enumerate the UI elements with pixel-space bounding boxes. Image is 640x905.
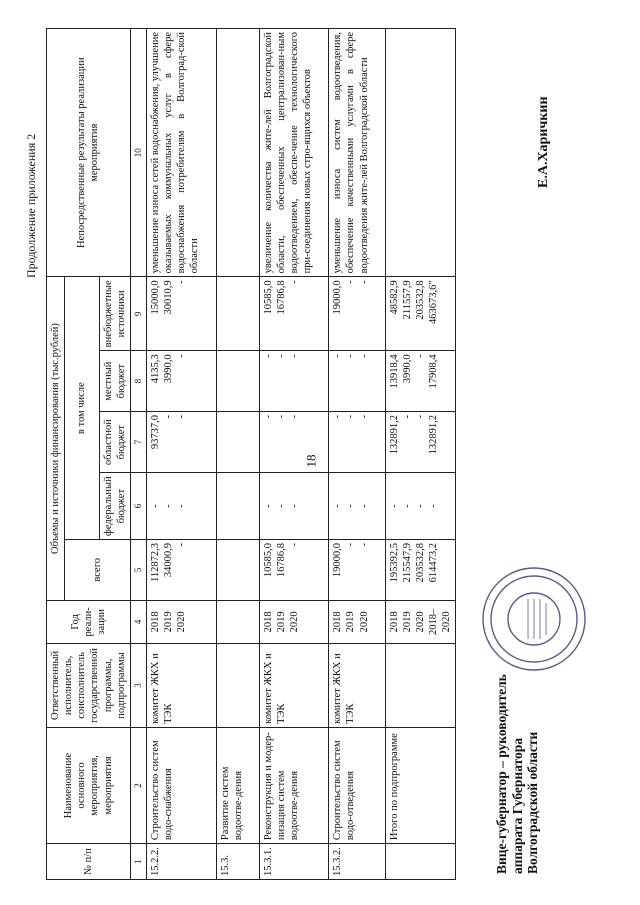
cell-value: - bbox=[345, 504, 357, 508]
cell-value: 2018 bbox=[262, 611, 274, 633]
cell-value: 614473,2 bbox=[428, 542, 439, 583]
row-federal bbox=[147, 473, 217, 540]
row-local bbox=[216, 351, 259, 412]
cell-value: 93737,0 bbox=[150, 415, 161, 450]
row-regional bbox=[216, 412, 259, 473]
cell-value: 4135,3 bbox=[150, 354, 161, 384]
signer-name: Е.А.Харичкин bbox=[536, 96, 551, 188]
cell-value: 48582,9 bbox=[388, 280, 400, 315]
cell-value: 132891,2 bbox=[388, 415, 400, 455]
cell-value: 10585,0 bbox=[262, 542, 274, 578]
row-total bbox=[147, 539, 217, 600]
row-local bbox=[329, 351, 385, 412]
row-extrabudget bbox=[147, 277, 217, 351]
cell-value: - bbox=[176, 542, 188, 547]
row-number: 15.3.2. bbox=[329, 844, 385, 880]
row-years bbox=[259, 600, 329, 643]
column-number: 4 bbox=[130, 600, 146, 643]
row-name: Строительство систем водо-отведения bbox=[329, 727, 385, 843]
cell-value: - bbox=[358, 504, 370, 508]
cell-value: - bbox=[176, 504, 188, 508]
row-federal bbox=[259, 473, 329, 540]
row-total bbox=[329, 539, 385, 600]
header-including: в том числе bbox=[65, 277, 99, 540]
row-regional bbox=[329, 412, 385, 473]
cell-value: - bbox=[358, 415, 370, 419]
column-number: 3 bbox=[130, 644, 146, 728]
row-responsible: комитет ЖКХ и ТЭК bbox=[147, 644, 217, 728]
column-number: 8 bbox=[130, 351, 146, 412]
cell-value: 2019 bbox=[275, 611, 287, 633]
header-num: № п/п bbox=[47, 844, 131, 880]
signer-line: аппарата Губернатора bbox=[509, 737, 525, 874]
signer-position bbox=[494, 674, 541, 874]
row-responsible bbox=[385, 644, 456, 728]
row-name: Итого по подпрограмме bbox=[385, 727, 456, 843]
table-row bbox=[385, 29, 456, 880]
cell-value: 19000,0 bbox=[332, 280, 344, 315]
cell-value: - bbox=[275, 415, 287, 419]
cell-value: 2019 bbox=[401, 611, 413, 633]
column-number: 9 bbox=[130, 277, 146, 351]
row-federal bbox=[216, 473, 259, 540]
cell-value: - bbox=[289, 354, 300, 358]
cell-value: - bbox=[289, 504, 300, 508]
cell-value: - bbox=[289, 415, 300, 419]
table-row bbox=[147, 29, 217, 880]
row-number: 15.2.2. bbox=[147, 844, 217, 880]
row-extrabudget bbox=[329, 277, 385, 351]
column-number: 6 bbox=[130, 473, 146, 540]
row-years bbox=[385, 600, 456, 643]
cell-value: 15000,0 bbox=[150, 280, 161, 315]
header-year: Год реали-зации bbox=[47, 600, 131, 643]
cell-value: - bbox=[345, 415, 357, 419]
cell-value: 34000,9 bbox=[163, 542, 175, 578]
official-stamp bbox=[480, 565, 588, 673]
row-local bbox=[385, 351, 456, 412]
cell-value: - bbox=[176, 354, 188, 358]
cell-value: 2020 bbox=[289, 611, 300, 633]
cell-value: - bbox=[150, 504, 161, 508]
cell-value: 463673,6" bbox=[428, 280, 439, 325]
cell-value: 2018–2020 bbox=[428, 608, 453, 635]
cell-value: - bbox=[414, 354, 426, 358]
row-years bbox=[147, 600, 217, 643]
header-regional: областной бюджет bbox=[99, 412, 130, 473]
page-number: 18 bbox=[303, 454, 319, 468]
cell-value: 17908,4 bbox=[428, 354, 439, 389]
cell-value: 211557,9 bbox=[401, 280, 413, 320]
row-federal bbox=[385, 473, 456, 540]
row-number: 15.3. bbox=[216, 844, 259, 880]
header-funding-group: Объемы и источники финансирования (тыс.рублей) bbox=[47, 277, 65, 600]
header-federal: федеральный бюджет bbox=[99, 473, 130, 540]
cell-value: - bbox=[388, 504, 400, 508]
cell-value: - bbox=[345, 542, 357, 547]
cell-value: - bbox=[345, 280, 357, 284]
cell-value: - bbox=[401, 415, 413, 419]
cell-value: - bbox=[358, 354, 370, 358]
cell-value: 2020 bbox=[358, 611, 370, 633]
cell-value: 215547,9 bbox=[401, 542, 413, 583]
header-local: местный бюджет bbox=[99, 351, 130, 412]
row-number: 15.3.1. bbox=[259, 844, 329, 880]
table-row bbox=[216, 29, 259, 880]
cell-value: 19000,0 bbox=[332, 542, 344, 578]
row-name: Строительство систем водо-снабжения bbox=[147, 727, 217, 843]
row-number bbox=[385, 844, 456, 880]
cell-value: 3990,0 bbox=[401, 354, 413, 384]
cell-value: - bbox=[332, 415, 344, 419]
cell-value: 2020 bbox=[414, 611, 426, 633]
row-responsible: комитет ЖКХ и ТЭК bbox=[259, 644, 329, 728]
cell-value: 2018 bbox=[150, 611, 161, 633]
cell-value: 3990,0 bbox=[163, 354, 175, 384]
cell-value: - bbox=[345, 354, 357, 358]
header-total: всего bbox=[65, 539, 131, 600]
cell-value: - bbox=[332, 354, 344, 358]
cell-value: - bbox=[401, 504, 413, 508]
cell-value: 132891,2 bbox=[428, 415, 439, 455]
cell-value: - bbox=[176, 280, 188, 284]
cell-value: - bbox=[163, 504, 175, 508]
row-result: увеличение количества жите-лей Волгоградской области, обеспеченных централизован-ным водоотведением, обеспе-чение технологического при-соединения новых стро-ящихся объектов bbox=[259, 29, 329, 277]
cell-value: 10585,0 bbox=[262, 280, 274, 315]
cell-value: - bbox=[358, 280, 370, 284]
cell-value: 2018 bbox=[332, 611, 344, 633]
header-extrabudget: внебюджетные источники bbox=[99, 277, 130, 351]
cell-value: 2020 bbox=[176, 611, 188, 633]
column-number: 5 bbox=[130, 539, 146, 600]
cell-value: 112872,3 bbox=[150, 542, 161, 582]
row-regional bbox=[385, 412, 456, 473]
column-number: 7 bbox=[130, 412, 146, 473]
header-results: Непосредственные результаты реализации мероприятия bbox=[47, 29, 131, 277]
cell-value: 13918,4 bbox=[388, 354, 400, 389]
appendix-note: Продолжение приложения 2 bbox=[24, 133, 38, 278]
cell-value: - bbox=[275, 504, 287, 508]
cell-value: - bbox=[262, 415, 274, 419]
cell-value: - bbox=[358, 542, 370, 547]
row-extrabudget bbox=[216, 277, 259, 351]
cell-value: - bbox=[332, 504, 344, 508]
cell-value: - bbox=[275, 354, 287, 358]
financing-table bbox=[46, 28, 456, 880]
header-name: Наименование основного мероприятия, мероприятия bbox=[47, 727, 131, 843]
table-row bbox=[259, 29, 329, 880]
row-result: уменьшение износа сетей водоснабжения, улучшение оказываемых коммунальных услуг в сфере водоснабжения потребителям в Волгоград-ской области bbox=[147, 29, 217, 277]
header-responsible: Ответственный исполнитель, соисполнитель государственной программы, подпрограммы bbox=[47, 644, 131, 728]
row-years bbox=[329, 600, 385, 643]
row-total bbox=[259, 539, 329, 600]
cell-value: - bbox=[289, 542, 300, 547]
row-local bbox=[147, 351, 217, 412]
cell-value: 30010,9 bbox=[163, 280, 175, 315]
cell-value: - bbox=[428, 504, 439, 508]
cell-value: 2018 bbox=[388, 611, 400, 633]
cell-value: 16786,8 bbox=[275, 280, 287, 315]
cell-value: 2019 bbox=[345, 611, 357, 633]
row-name: Развитие систем водоотве-дения bbox=[216, 727, 259, 843]
row-years bbox=[216, 600, 259, 643]
row-regional bbox=[147, 412, 217, 473]
cell-value: - bbox=[262, 504, 274, 508]
cell-value: - bbox=[414, 415, 426, 419]
table-row bbox=[329, 29, 385, 880]
table-body bbox=[147, 29, 456, 880]
row-total bbox=[216, 539, 259, 600]
cell-value: 203532,8 bbox=[414, 280, 426, 320]
row-responsible bbox=[216, 644, 259, 728]
cell-value: - bbox=[262, 354, 274, 358]
column-number: 1 bbox=[130, 844, 146, 880]
column-number-row bbox=[130, 29, 146, 880]
row-name: Реконструкция и модер-низация систем водоотве-дения bbox=[259, 727, 329, 843]
cell-value: - bbox=[176, 415, 188, 419]
row-federal bbox=[329, 473, 385, 540]
column-number: 10 bbox=[130, 29, 146, 277]
cell-value: - bbox=[163, 415, 175, 419]
row-result bbox=[216, 29, 259, 277]
row-local bbox=[259, 351, 329, 412]
signer-line: Вице-губернатор – руководитель bbox=[494, 674, 509, 874]
cell-value: 203532,8 bbox=[414, 542, 426, 583]
rotated-sheet bbox=[18, 18, 618, 888]
row-extrabudget bbox=[259, 277, 329, 351]
cell-value: 195392,5 bbox=[388, 542, 400, 583]
row-responsible: комитет ЖКХ и ТЭК bbox=[329, 644, 385, 728]
signer-line: Волгоградской области bbox=[525, 731, 541, 874]
row-total bbox=[385, 539, 456, 600]
row-result: уменьшение износа систем водоотведения, обеспечение качественными услугами в сфере водоотведения жите-лей Волгоградской области bbox=[329, 29, 385, 277]
row-result bbox=[385, 29, 456, 277]
cell-value: - bbox=[289, 280, 300, 284]
cell-value: - bbox=[414, 504, 426, 508]
row-extrabudget bbox=[385, 277, 456, 351]
cell-value: 16786,8 bbox=[275, 542, 287, 578]
row-regional bbox=[259, 412, 329, 473]
column-number: 2 bbox=[130, 727, 146, 843]
cell-value: 2019 bbox=[163, 611, 175, 633]
